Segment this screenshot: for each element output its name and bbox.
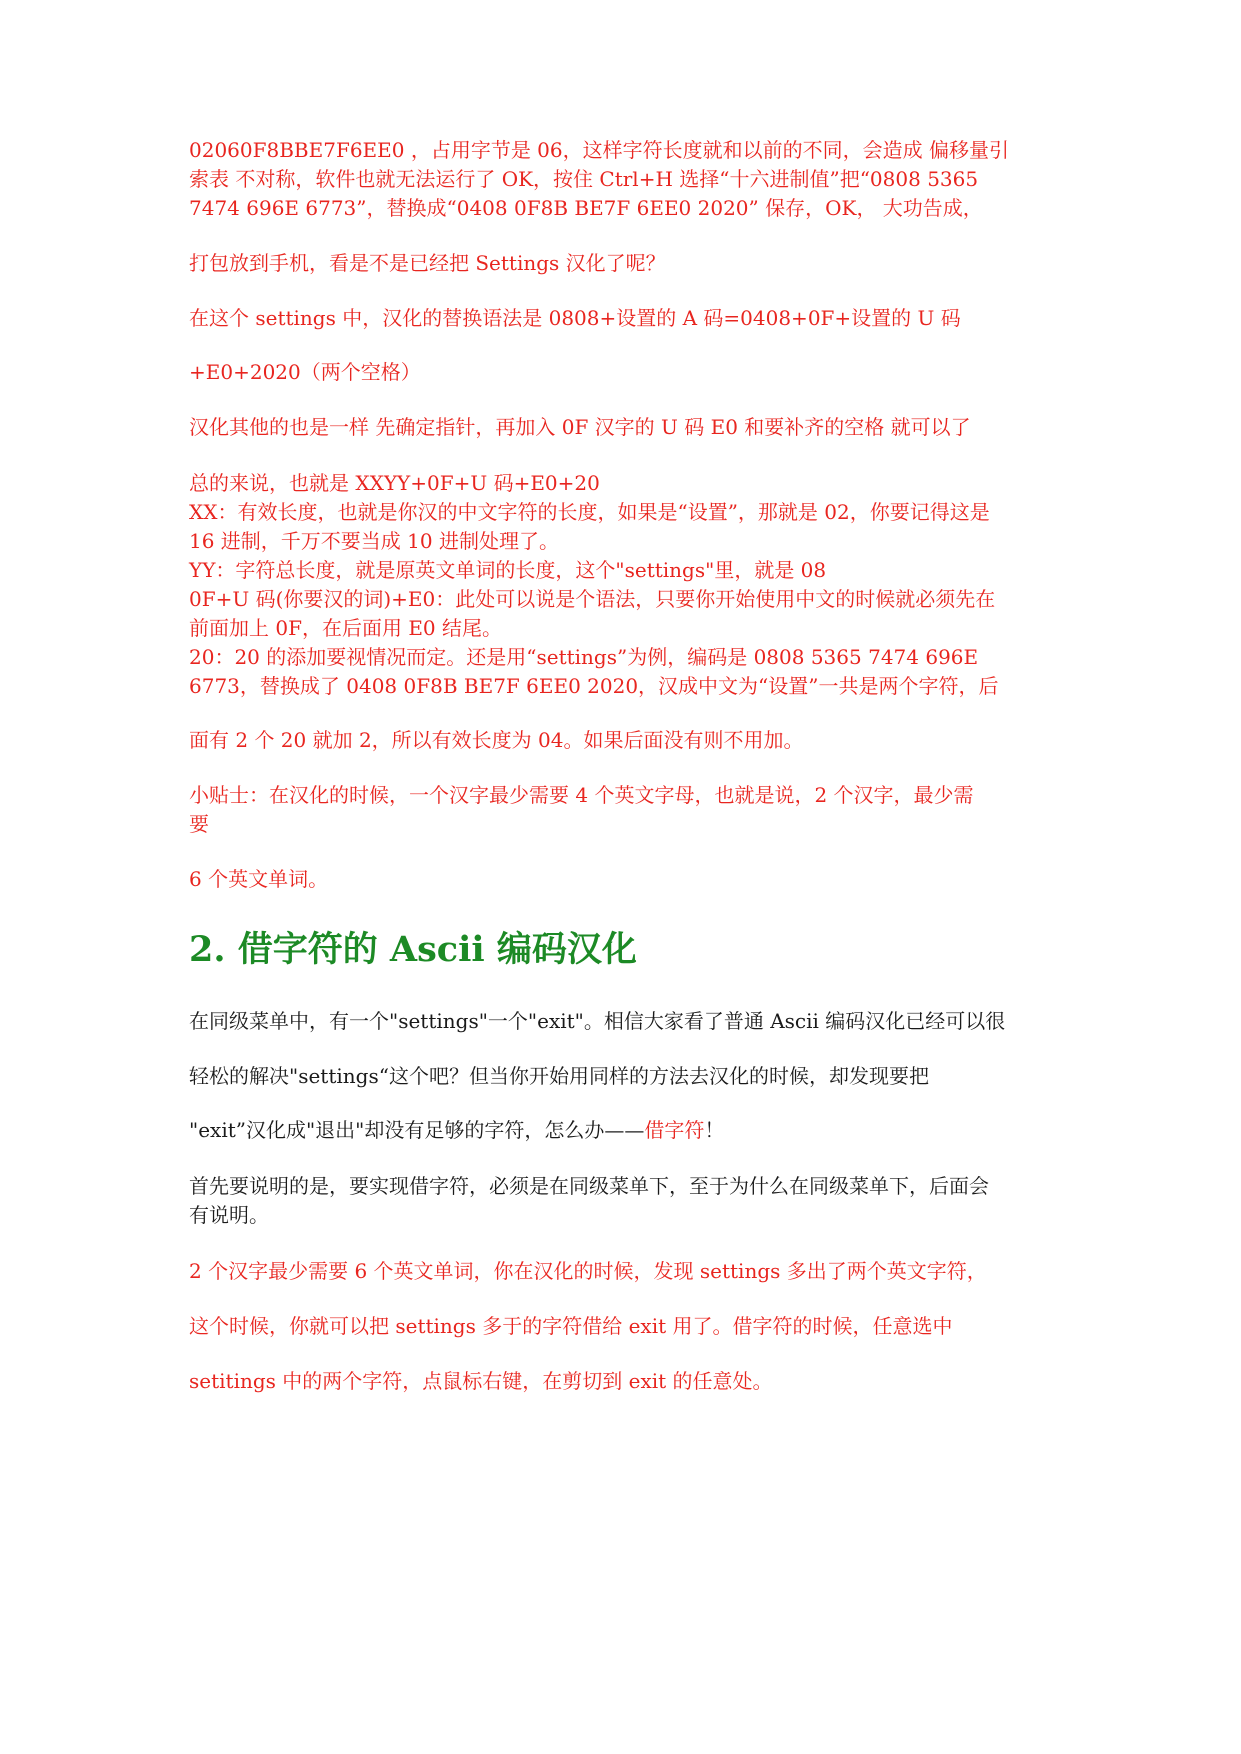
text-line: 有说明。 bbox=[189, 1203, 269, 1227]
text-line: setitings 中的两个字符，点鼠标右键，在剪切到 exit 的任意处。 bbox=[189, 1369, 773, 1393]
text-line: 2 个汉字最少需要 6 个英文单词，你在汉化的时候，发现 settings 多出了两个英文字符， bbox=[189, 1259, 987, 1283]
text-segment: ！ bbox=[704, 1118, 725, 1142]
text-line: 在这个 settings 中，汉化的替换语法是 0808+设置的 A 码=0408+0F+设置的 U 码 bbox=[189, 306, 961, 330]
text-line: 这个时候，你就可以把 settings 多于的字符借给 exit 用了。借字符的时候，任意选中 bbox=[189, 1314, 953, 1338]
text-segment: "exit”汉化成"退出"却没有足够的字符，怎么办—— bbox=[189, 1118, 645, 1142]
text-line: 前面加上 0F，在后面用 E0 结尾。 bbox=[189, 616, 502, 640]
text-line: 索表 不对称，软件也就无法运行了 OK，按住 Ctrl+H 选择“十六进制值”把“0808 5365 bbox=[189, 167, 979, 191]
text-line: 汉化其他的也是一样 先确定指针，再加入 0F 汉字的 U 码 E0 和要补齐的空格 就可以了 bbox=[189, 415, 971, 439]
tip-line: 要 bbox=[189, 812, 209, 836]
text-line: 20：20 的添加要视情况而定。还是用“settings”为例，编码是 0808 5365 7474 696E bbox=[189, 645, 979, 669]
text-line bbox=[189, 1117, 724, 1143]
text-line: YY：字符总长度，就是原英文单词的长度，这个"settings"里，就是 08 bbox=[189, 558, 827, 582]
text-line: 在同级菜单中，有一个"settings"一个"exit"。相信大家看了普通 Ascii 编码汉化已经可以很 bbox=[189, 1009, 1006, 1033]
text-line: 6773，替换成了 0408 0F8B BE7F 6EE0 2020，汉成中文为“设置”一共是两个字符，后 bbox=[189, 674, 999, 698]
text-line: 16 进制，千万不要当成 10 进制处理了。 bbox=[189, 529, 559, 553]
tip-line: 6 个英文单词。 bbox=[189, 867, 329, 891]
text-line: XX：有效长度，也就是你汉的中文字符的长度，如果是“设置”，那就是 02，你要记得这是 bbox=[189, 500, 990, 524]
text-line: 轻松的解决"settings“这个吧？但当你开始用同样的方法去汉化的时候，却发现要把 bbox=[189, 1064, 929, 1088]
text-line: 打包放到手机，看是不是已经把 Settings 汉化了呢？ bbox=[189, 251, 666, 275]
highlight-text: 借字符 bbox=[644, 1118, 705, 1142]
text-line: 面有 2 个 20 就加 2，所以有效长度为 04。如果后面没有则不用加。 bbox=[189, 728, 804, 752]
text-line: 7474 696E 6773”，替换成“0408 0F8B BE7F 6EE0 2020” 保存，OK， 大功告成， bbox=[189, 196, 983, 220]
section-heading: 2. 借字符的 Ascii 编码汉化 bbox=[189, 929, 637, 970]
text-line: 0F+U 码(你要汉的词)+E0：此处可以说是个语法，只要你开始使用中文的时候就必须先在 bbox=[189, 587, 996, 611]
text-line: +E0+2020（两个空格） bbox=[189, 360, 421, 384]
text-line: 首先要说明的是，要实现借字符，必须是在同级菜单下，至于为什么在同级菜单下，后面会 bbox=[189, 1174, 989, 1198]
tip-line: 小贴士：在汉化的时候，一个汉字最少需要 4 个英文字母，也就是说，2 个汉字，最少需 bbox=[189, 783, 974, 807]
text-line: 总的来说，也就是 XXYY+0F+U 码+E0+20 bbox=[189, 471, 600, 495]
text-line: 02060F8BBE7F6EE0 ，占用字节是 06，这样字符长度就和以前的不同，会造成 偏移量引 bbox=[189, 138, 1009, 162]
